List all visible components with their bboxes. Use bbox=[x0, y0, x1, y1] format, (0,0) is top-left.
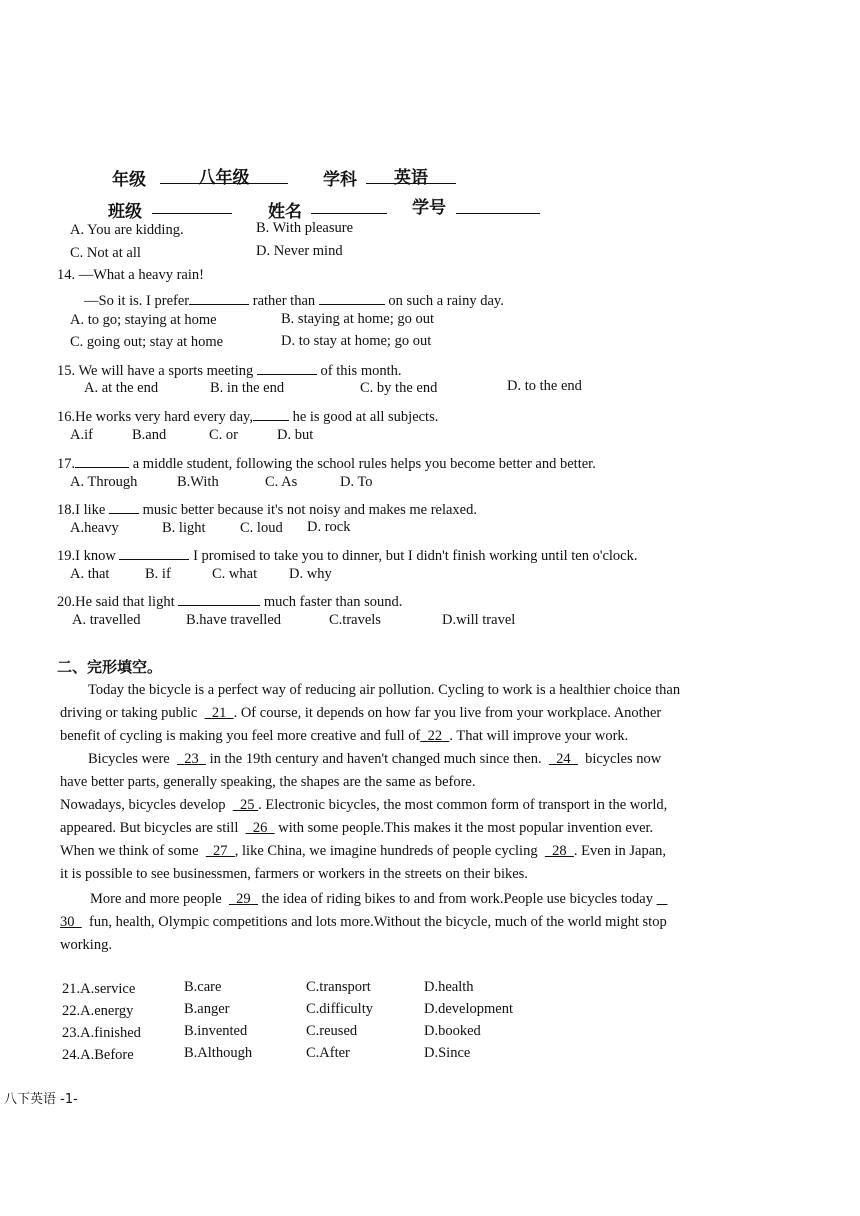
q19-stem: 19.I know I promised to take you to dinner, but I didn't finish working until ten o'clock. bbox=[57, 543, 637, 565]
q18-option-d: D. rock bbox=[307, 519, 351, 535]
q16-option-b: B.and bbox=[132, 427, 167, 443]
q14-stem-line1: 14. —What a heavy rain! bbox=[57, 267, 204, 283]
answer-21-d: D.health bbox=[424, 979, 474, 995]
answer-23-c: C.reused bbox=[306, 1023, 358, 1039]
name-blank bbox=[311, 195, 387, 219]
q16-option-c: C. or bbox=[209, 427, 238, 443]
q17-option-b: B.With bbox=[177, 474, 219, 490]
blank-29: 29 bbox=[236, 891, 251, 907]
q19-option-a: A. that bbox=[70, 566, 110, 582]
answer-24-c: C.After bbox=[306, 1045, 350, 1061]
q17-option-a: A. Through bbox=[70, 474, 138, 490]
q17-option-d: D. To bbox=[340, 474, 373, 490]
q13-option-c: C. Not at all bbox=[70, 245, 141, 261]
q20-option-a: A. travelled bbox=[72, 612, 141, 628]
q18-option-a: A.heavy bbox=[70, 520, 119, 536]
q16-option-d: D. but bbox=[277, 427, 314, 443]
answer-row-23: 23.A.finished bbox=[62, 1025, 141, 1041]
cloze-line-8: When we think of some 27 , like China, we imagine hundreds of people cycling 28 . Even in Japan, bbox=[60, 843, 667, 859]
q19-option-b: B. if bbox=[145, 566, 171, 582]
blank-30-start bbox=[657, 891, 668, 907]
blank-25: 25 bbox=[240, 797, 255, 813]
q15-option-a: A. at the end bbox=[84, 380, 159, 396]
q18-stem: 18.I like music better because it's not noisy and makes me relaxed. bbox=[57, 497, 477, 519]
q17-option-c: C. As bbox=[265, 474, 298, 490]
q14-stem-line2: —So it is. I prefer rather than on such a rainy day. bbox=[84, 288, 504, 310]
q15-option-d: D. to the end bbox=[507, 378, 582, 394]
answer-21-b: B.care bbox=[184, 979, 222, 995]
cloze-line-3: benefit of cycling is making you feel more creative and full of 22 . That will improve your work. bbox=[60, 728, 629, 744]
answer-row-21: 21.A.service bbox=[62, 981, 136, 997]
q16-blank bbox=[253, 404, 289, 421]
grade-label: 年级 bbox=[112, 170, 146, 190]
blank-27: 27 bbox=[213, 843, 228, 859]
cloze-section-title: 二、完形填空。 bbox=[57, 658, 163, 676]
q18-option-c: C. loud bbox=[240, 520, 283, 536]
blank-23: 23 bbox=[184, 751, 199, 767]
student-id-blank bbox=[456, 195, 540, 219]
subject-label: 学科 bbox=[323, 170, 357, 190]
q13-option-a: A. You are kidding. bbox=[70, 222, 184, 238]
cloze-line-10: More and more people 29 the idea of riding bikes to and from work.People use bicycles today bbox=[90, 888, 667, 911]
q19-option-c: C. what bbox=[212, 566, 258, 582]
cloze-line-11: 30 fun, health, Olympic competitions and lots more.Without the bicycle, much of the world might stop bbox=[60, 914, 667, 930]
q17-stem: 17. a middle student, following the school rules helps you become better and better. bbox=[57, 451, 596, 473]
subject-field bbox=[366, 163, 456, 188]
q15-stem: 15. We will have a sports meeting of this month. bbox=[57, 358, 402, 380]
q15-option-b: B. in the end bbox=[210, 380, 285, 396]
answer-row-22: 22.A.energy bbox=[62, 1003, 134, 1019]
q14-blank-1 bbox=[189, 288, 249, 305]
page-footer: 八下英语 -1- bbox=[4, 1092, 78, 1107]
q18-option-b: B. light bbox=[162, 520, 206, 536]
cloze-line-9: it is possible to see businessmen, farmers or workers in the streets on their bikes. bbox=[60, 866, 528, 882]
q17-blank bbox=[75, 451, 129, 468]
answer-23-d: D.booked bbox=[424, 1023, 481, 1039]
q20-stem: 20.He said that light much faster than sound. bbox=[57, 589, 402, 611]
q20-option-c: C.travels bbox=[329, 612, 381, 628]
class-label: 班级 bbox=[108, 202, 142, 222]
q19-blank bbox=[119, 543, 189, 560]
q16-stem: 16.He works very hard every day, he is good at all subjects. bbox=[57, 404, 438, 426]
cloze-line-2: driving or taking public 21 . Of course, it depends on how far you live from your workplace. Another bbox=[60, 705, 662, 721]
q13-option-d: D. Never mind bbox=[256, 243, 343, 259]
q14-option-a: A. to go; staying at home bbox=[70, 312, 217, 328]
q14-option-d: D. to stay at home; go out bbox=[281, 333, 432, 349]
answer-22-b: B.anger bbox=[184, 1001, 230, 1017]
answer-24-d: D.Since bbox=[424, 1045, 471, 1061]
q20-option-b: B.have travelled bbox=[186, 612, 282, 628]
q20-blank bbox=[178, 589, 260, 606]
q14-blank-2 bbox=[319, 288, 385, 305]
blank-21: 21 bbox=[211, 705, 227, 721]
q14-option-b: B. staying at home; go out bbox=[281, 311, 435, 327]
blank-22: 22 bbox=[427, 728, 443, 744]
q15-blank bbox=[257, 358, 317, 375]
q20-option-d: D.will travel bbox=[442, 612, 516, 628]
cloze-line-4: Bicycles were 23 in the 19th century and haven't changed much since then. 24 bicycles now bbox=[88, 751, 662, 767]
q14-option-c: C. going out; stay at home bbox=[70, 334, 224, 350]
blank-28: 28 bbox=[552, 843, 567, 859]
subject-value: 英语 bbox=[366, 163, 456, 184]
answer-22-c: C.difficulty bbox=[306, 1001, 373, 1017]
q18-blank bbox=[109, 497, 139, 514]
cloze-line-12: working. bbox=[60, 937, 112, 953]
cloze-line-1: Today the bicycle is a perfect way of reducing air pollution. Cycling to work is a healthier choice than bbox=[88, 682, 681, 698]
q19-option-d: D. why bbox=[289, 566, 332, 582]
q16-option-a: A.if bbox=[70, 427, 93, 443]
q15-option-c: C. by the end bbox=[360, 380, 438, 396]
blank-30: 30 bbox=[60, 914, 75, 930]
blank-26: 26 bbox=[252, 820, 268, 836]
cloze-line-6: Nowadays, bicycles develop 25 . Electronic bicycles, the most common form of transport in the world, bbox=[60, 797, 668, 813]
grade-value: 八年级 bbox=[160, 163, 288, 184]
answer-24-b: B.Although bbox=[184, 1045, 253, 1061]
name-label: 姓名 bbox=[268, 202, 302, 222]
class-blank bbox=[152, 195, 232, 219]
answer-23-b: B.invented bbox=[184, 1023, 248, 1039]
q13-option-b: B. With pleasure bbox=[256, 220, 354, 236]
answer-row-24: 24.A.Before bbox=[62, 1047, 134, 1063]
blank-24: 24 bbox=[556, 751, 571, 767]
cloze-line-5: have better parts, generally speaking, the shapes are the same as before. bbox=[60, 774, 476, 790]
student-id-label: 学号 bbox=[412, 198, 446, 218]
answer-22-d: D.development bbox=[424, 1001, 513, 1017]
answer-21-c: C.transport bbox=[306, 979, 371, 995]
grade-field bbox=[160, 163, 288, 188]
cloze-line-7: appeared. But bicycles are still 26 with some people.This makes it the most popular invention ever. bbox=[60, 820, 654, 836]
